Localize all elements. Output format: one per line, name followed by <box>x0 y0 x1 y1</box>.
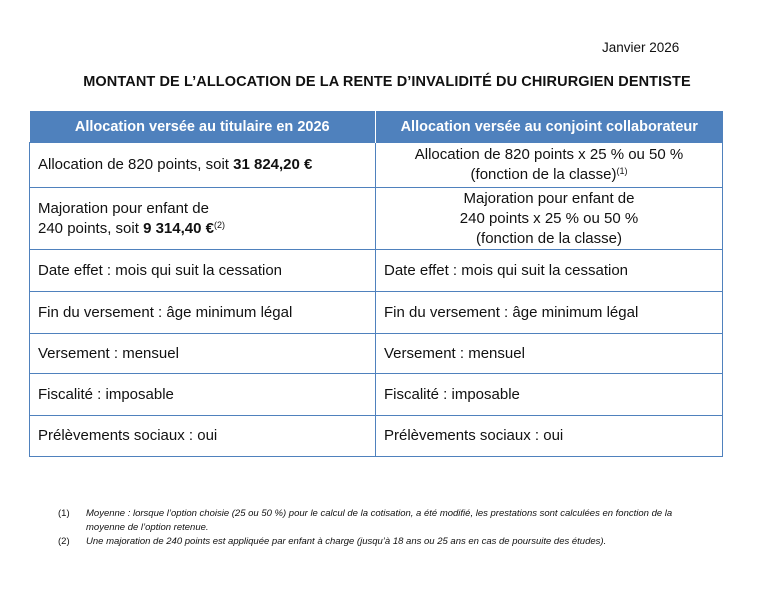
table-cell: Fin du versement : âge minimum légal <box>30 292 376 334</box>
table-cell: Fiscalité : imposable <box>376 374 723 416</box>
table-cell: Fiscalité : imposable <box>30 374 376 416</box>
table-cell-majoration-titulaire <box>30 188 376 250</box>
cell-line: (fonction de la classe) <box>476 229 622 247</box>
table-row <box>30 250 723 292</box>
cell-line: (fonction de la classe) <box>470 166 617 183</box>
cell-line: Majoration pour enfant de <box>38 199 209 217</box>
column-header-titulaire: Allocation versée au titulaire en 2026 <box>30 111 376 143</box>
footnotes <box>58 507 708 549</box>
table-row <box>30 292 723 334</box>
footnote-text: Une majoration de 240 points est appliquée par enfant à charge (jusqu’à 18 ans ou 25 ans en cas de poursuite des études). <box>86 536 607 547</box>
table-row <box>30 416 723 457</box>
table-cell: Fin du versement : âge minimum légal <box>376 292 723 334</box>
cell-line: Allocation de 820 points x 25 % ou 50 % <box>414 146 684 163</box>
footnote-number: (2) <box>58 536 70 547</box>
allocation-table <box>29 111 723 457</box>
table-cell: Date effet : mois qui suit la cessation <box>376 250 723 292</box>
footnote-ref: (2) <box>213 219 225 230</box>
cell-line: Majoration pour enfant de <box>463 189 635 207</box>
document-title: MONTANT DE L’ALLOCATION DE LA RENTE D’INVALIDITÉ DU CHIRURGIEN DENTISTE <box>83 74 691 90</box>
footnote-number: (1) <box>58 508 70 519</box>
footnote-text: Moyenne : lorsque l’option choisie (25 ou 50 %) pour le calcul de la cotisation, a été modifié, les prestations sont calculées en fonction de la moyenne de l’option retenue. <box>86 508 673 533</box>
table-cell: Versement : mensuel <box>376 334 723 374</box>
table-cell: Versement : mensuel <box>30 334 376 374</box>
table-cell: Prélèvements sociaux : oui <box>30 416 376 457</box>
table-row <box>30 188 723 250</box>
cell-text: Allocation de 820 points, soit <box>38 156 234 173</box>
table-row <box>30 334 723 374</box>
table-cell-allocation-conjoint <box>376 143 723 188</box>
table-row <box>30 374 723 416</box>
table-cell: Date effet : mois qui suit la cessation <box>30 250 376 292</box>
table-cell-majoration-conjoint <box>376 188 723 250</box>
footnote-ref: (1) <box>616 166 628 176</box>
table-header-row <box>30 111 723 143</box>
cell-amount: 9 314,40 € <box>143 219 214 237</box>
column-header-conjoint: Allocation versée au conjoint collaborateur <box>376 111 723 143</box>
table-row <box>30 143 723 188</box>
cell-amount: 31 824,20 € <box>233 156 313 173</box>
footnote <box>58 507 708 535</box>
cell-line: 240 points, soit <box>38 219 144 237</box>
cell-line: 240 points x 25 % ou 50 % <box>459 209 639 227</box>
document-date: Janvier 2026 <box>602 40 680 55</box>
footnote <box>58 535 708 549</box>
table-cell: Prélèvements sociaux : oui <box>376 416 723 457</box>
table-cell-allocation-titulaire <box>30 143 376 188</box>
